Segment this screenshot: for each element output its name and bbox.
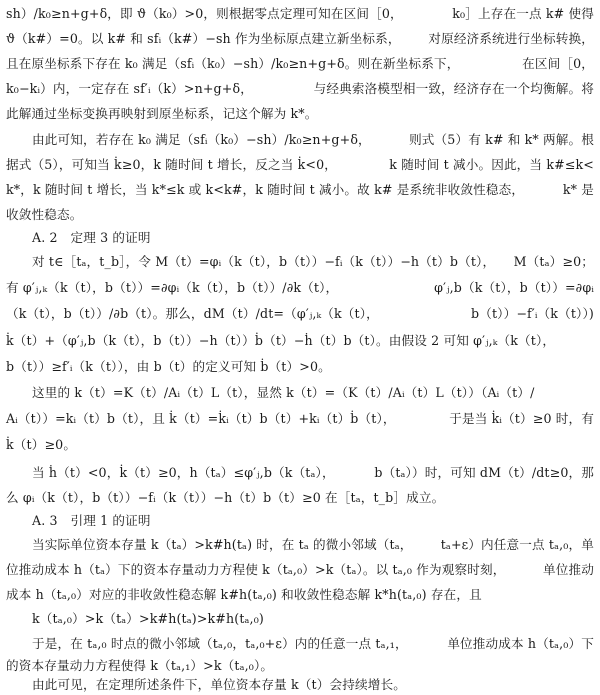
equation-line: k（tₐ,₀）>k（tₐ）>k#h(tₐ)>k#h(tₐ,₀) (32, 611, 264, 626)
text-line: 收敛性稳态。 (6, 207, 83, 222)
text-segment: 单位推动成本 h（tₐ,₀）下 (447, 636, 594, 651)
text-segment: ϑ（k#）=0。以 k# 和 sfᵢ（k#）−sh 作为坐标原点建立新坐标系， (6, 31, 401, 46)
text-line: 这里的 k（t）=K（t）/Aᵢ（t）L（t），显然 k（t）=（K（t）/Aᵢ（t）L（t））（Aᵢ（t）/ (32, 385, 535, 400)
text-segment: k̇（t）+（φ′ⱼ,b（k（t），b（t））−h（t））ḃ（t）−ḣ（t）b（t）。由假设 2 可知 φ′ⱼ,ₖ（k（t）， (6, 333, 556, 348)
text-segment: M（tₐ）≥0； (513, 254, 594, 269)
text-segment: k 随时间 t 减小。因此，当 k#≤k< (389, 157, 594, 172)
text-segment: 位推动成本 h（tₐ）下的资本存量动力方程使 k（tₐ,₀）>k（tₐ）。以 tₐ,₀ 作为观察时刻， (6, 562, 506, 577)
text-segment: 对原经济系统进行坐标转换， (428, 31, 594, 46)
text-segment: k₀−kᵢ）内，一定存在 sf′ᵢ（k）>n+g+δ， (6, 81, 253, 96)
text-segment: Aᵢ（t））=kᵢ（t）b（t），且 k̇（t）=k̇ᵢ（t）b（t）+kᵢ（t）ḃ（t）， (6, 411, 396, 426)
text-segment: （k（t），b（t））/∂b（t）。那么，dM（t）/dt=（φ′ⱼ,ₖ（k（t）， (6, 306, 379, 321)
text-line (32, 535, 594, 555)
text-segment: 由此可知，若存在 k₀ 满足（sfᵢ（k₀）−sh）/k₀≥n+g+δ， (32, 132, 371, 147)
text-segment: 与经典索洛模型相一致，经济存在一个均衡解。将 (313, 81, 594, 96)
text-segment: sh）/k₀≥n+g+δ，即 ϑ（k₀）>0，则根据零点定理可知在区间［0， (6, 6, 403, 21)
text-line (6, 4, 594, 24)
text-segment: 据式（5），可知当 k̇≥0，k 随时间 t 增长，反之当 k̇<0， (6, 157, 338, 172)
text-line (6, 54, 594, 74)
text-line (32, 463, 594, 483)
text-line (6, 331, 594, 351)
text-segment: 于是当 k̇ᵢ（t）≥0 时，有 (449, 411, 594, 426)
text-line (6, 278, 594, 298)
text-line: 此解通过坐标变换再映射到原坐标系，记这个解为 k*。 (6, 106, 318, 121)
text-segment: 当 ḣ（t）<0，k̇（t）≥0，h（tₐ）≤φ′ⱼ,b（k（tₐ）， (32, 465, 335, 480)
section-heading: A. 2 定理 3 的证明 (32, 230, 151, 245)
text-segment: 且在原坐标系下存在 k₀ 满足（sfᵢ（k₀）−sh）/k₀≥n+g+δ。则在新坐标系下， (6, 56, 460, 71)
text-segment: b（tₐ））时，可知 dM（t）/dt≥0，那 (374, 465, 594, 480)
text-line: b（t））≥f′ᵢ（k（t）），由 b（t）的定义可知 ḃ（t）>0。 (6, 359, 331, 374)
text-line (6, 304, 594, 324)
text-line: 的资本存量动力方程使得 k（tₐ,₁）>k（tₐ,₀）。 (6, 658, 274, 673)
text-line (32, 252, 594, 272)
text-line (6, 155, 594, 175)
text-line (6, 79, 594, 99)
text-line (32, 634, 594, 654)
text-line: 成本 h（tₐ,₀）对应的非收敛性稳态解 k#h(tₐ,₀) 和收敛性稳态解 k*h(tₐ,₀) 存在，且 (6, 587, 482, 602)
text-line: k̇（t）≥0。 (6, 437, 77, 452)
text-segment: 则式（5）有 k# 和 k* 两解。根 (409, 132, 594, 147)
text-segment: 有 φ′ⱼ,ₖ（k（t），b（t））=∂φᵢ（k（t），b（t））/∂k（t）， (6, 280, 339, 295)
text-segment: 单位推动 (543, 562, 594, 577)
text-line (32, 130, 594, 150)
text-line: 么 φᵢ（k（t），b（t））−fᵢ（k（t））−h（t）b（t）≥0 在［tₐ，t_b］成立。 (6, 490, 445, 505)
text-line (6, 180, 594, 200)
text-line (6, 560, 594, 580)
text-segment: k*，k 随时间 t 增长，当 k*≤k 或 k<k#，k 随时间 t 减小。故 k# 是系统非收敛性稳态， (6, 182, 525, 197)
text-segment: k₀］上存在一点 k# 使得 (452, 6, 594, 21)
text-segment: 当实际单位资本存量 k（tₐ）>k#h(tₐ) 时，在 tₐ 的微小邻域（tₐ， (32, 537, 413, 552)
text-line (6, 29, 594, 49)
text-segment: φ′ⱼ,b（k（t），b（t））=∂φᵢ (434, 280, 594, 295)
text-line: 由此可见，在定理所述条件下，单位资本存量 k（t）会持续增长。 (32, 677, 406, 692)
text-segment: 对 t∈［tₐ，t_b］，令 M（t）=φᵢ（k（t），b（t））−fᵢ（k（t））−h（t）b（t）， (32, 254, 496, 269)
text-segment: b（t））−f′ᵢ（k（t））) (471, 306, 594, 321)
text-segment: 于是，在 tₐ,₀ 时点的微小邻域（tₐ,₀，tₐ,₀+ε）内的任意一点 tₐ,₁， (32, 636, 408, 651)
text-segment: tₐ+ε）内任意一点 tₐ,₀，单 (440, 537, 594, 552)
section-heading: A. 3 引理 1 的证明 (32, 513, 151, 528)
text-segment: k* 是 (562, 182, 594, 197)
text-segment: 在区间［0， (522, 56, 594, 71)
text-line (6, 409, 594, 429)
